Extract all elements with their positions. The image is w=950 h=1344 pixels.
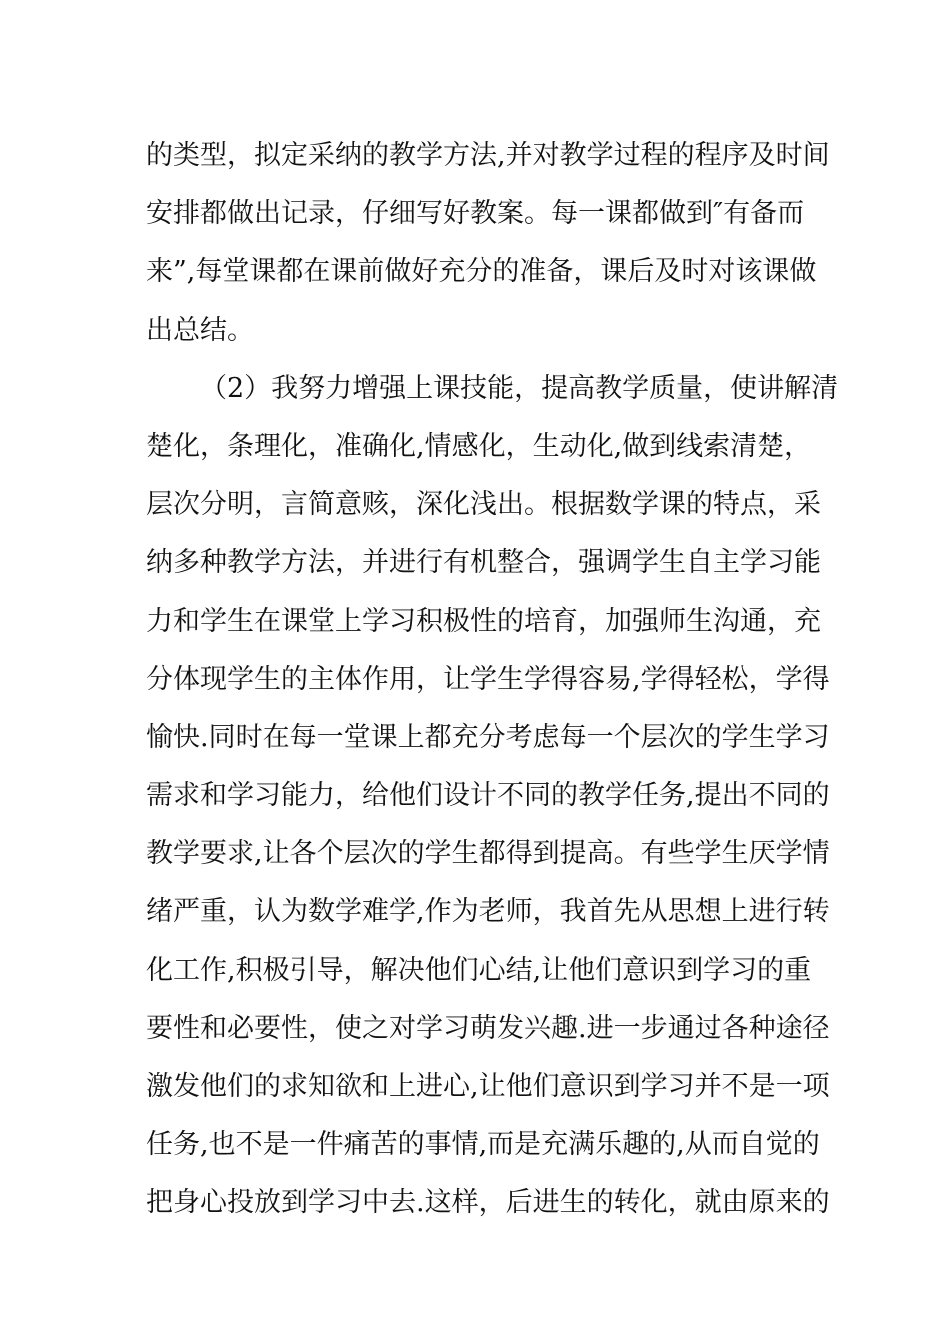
- text-line-17: 激发他们的求知欲和上进心,让他们意识到学习并不是一项: [146, 1071, 830, 1102]
- text-line-8: 纳多种教学方法，并进行有机整合，强调学生自主学习能: [146, 547, 821, 579]
- text-line-19: 把身心投放到学习中去.这样，后进生的转化，就由原来的: [146, 1187, 830, 1219]
- text-line-14: 绪严重，认为数学难学,作为老师，我首先从思想上进行转: [146, 896, 830, 928]
- text-line-2: 安排都做出记录，仔细写好教案。每一课都做到″有备而: [146, 198, 805, 230]
- text-line-18: 任务,也不是一件痛苦的事情,而是充满乐趣的,从而自觉的: [146, 1129, 820, 1161]
- text-line-13: 教学要求,让各个层次的学生都得到提高。有些学生厌学情: [146, 838, 830, 870]
- text-line-16: 要性和必要性，使之对学习萌发兴趣.进一步通过各种途径: [146, 1012, 830, 1044]
- document-body: [146, 127, 839, 1233]
- text-line-12: 需求和学习能力，给他们设计不同的教学任务,提出不同的: [146, 780, 830, 812]
- text-line-1: 的类型，拟定采纳的教学方法,并对教学过程的程序及时间: [146, 140, 830, 171]
- paragraph-2-line-1: （2）我努力增强上课技能，提高教学质量，使讲解清: [200, 372, 839, 404]
- text-line-10: 分体现学生的主体作用，让学生学得容易,学得轻松，学得: [146, 663, 830, 695]
- text-line-4: 出总结。: [146, 314, 254, 346]
- text-line-15: 化工作,积极引导，解决他们心结,让他们意识到学习的重: [146, 954, 812, 986]
- text-line-11: 愉快.同时在每一堂课上都充分考虑每一个层次的学生学习: [146, 721, 830, 753]
- text-line-7: 层次分明，言简意赅，深化浅出。根据数学课的特点，采: [146, 489, 821, 521]
- text-line-9: 力和学生在课堂上学习积极性的培育，加强师生沟通，充: [146, 605, 821, 637]
- text-line-3: 来”,每堂课都在课前做好充分的准备，课后及时对该课做: [146, 256, 817, 288]
- text-line-6: 楚化，条理化，准确化,情感化，生动化,做到线索清楚，: [146, 430, 812, 462]
